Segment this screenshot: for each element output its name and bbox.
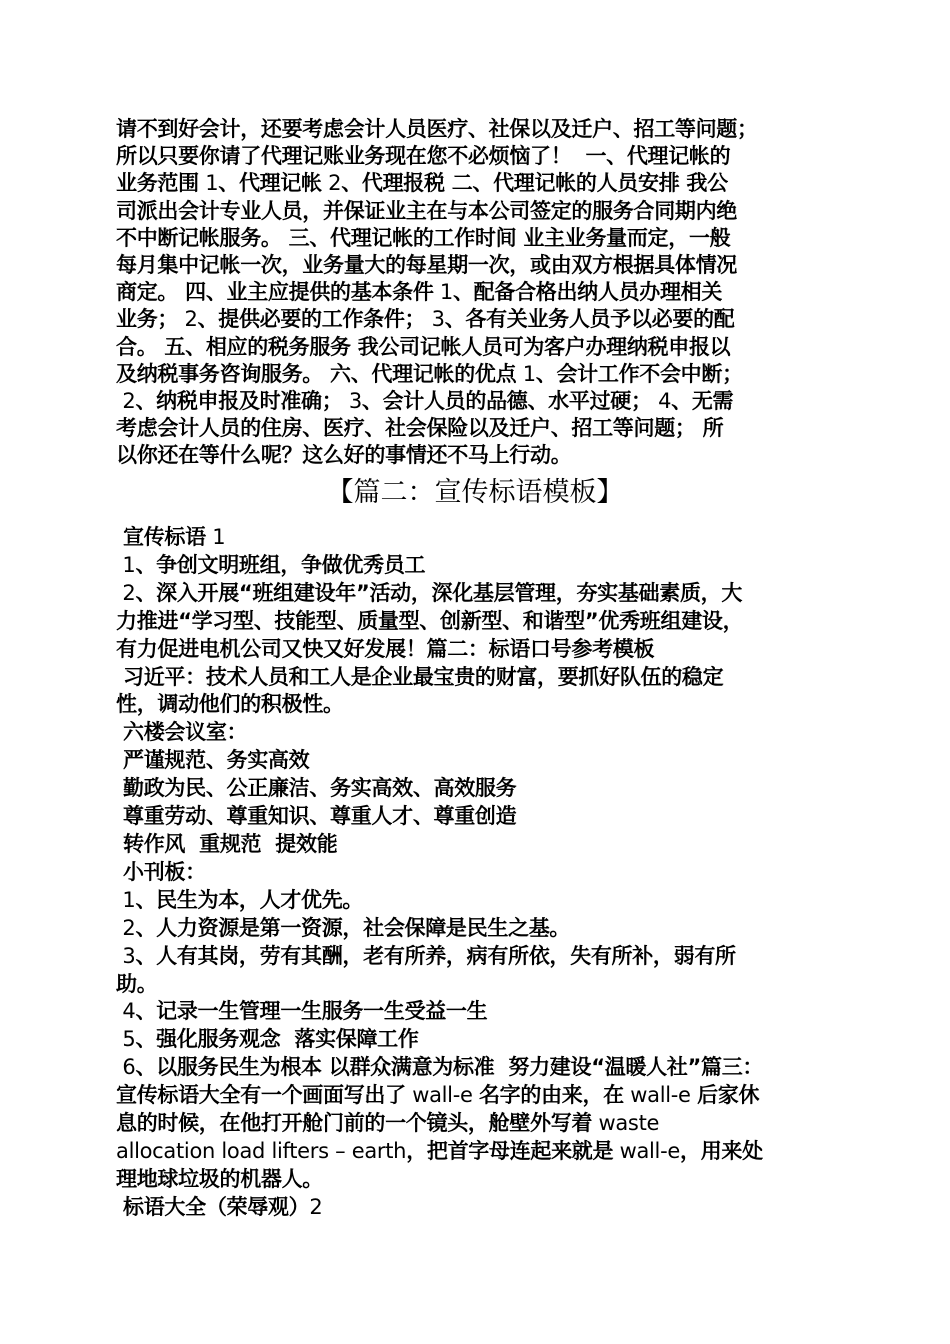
intro-line: 商定。 四、业主应提供的基本条件 1、配备合格出纳人员办理相关 <box>116 280 723 305</box>
text-line: 标语大全（荣辱观）2 <box>123 1194 323 1219</box>
intro-line: 合。 五、相应的税务服务 我公司记帐人员可为客户办理纳税申报以 <box>116 334 731 359</box>
intro-line: 不中断记帐服务。 三、代理记帐的工作时间 业主业务量而定，一般 <box>116 225 731 250</box>
text-line: 尊重劳动、尊重知识、尊重人才、尊重创造 <box>123 804 517 829</box>
text-line: 小刊板： <box>123 859 206 884</box>
text-line: 理地球垃圾的机器人。 <box>116 1166 323 1191</box>
text-line: 宣传标语 1 <box>123 525 226 549</box>
text-line: 习近平：技术人员和工人是企业最宝贵的财富，要抓好队伍的稳定 <box>123 664 724 689</box>
text-line: 转作风 重规范 提效能 <box>123 831 338 856</box>
intro-line: 以你还在等什么呢？这么好的事情还不马上行动。 <box>116 443 572 468</box>
text-line: 1、民生为本，人才优先。 <box>116 887 364 912</box>
text-line: 助。 <box>116 971 158 996</box>
intro-line: 2、纳税申报及时准确； 3、会计人员的品德、水平过硬； 4、无需 <box>116 389 734 414</box>
intro-line: 及纳税事务咨询服务。 六、代理记帐的优点 1、会计工作不会中断； <box>116 361 743 386</box>
text-line: 六楼会议室： <box>123 720 248 745</box>
intro-line: 所以只要你请了代理记账业务现在您不必烦恼了！ 一、代理记帐的 <box>116 144 731 169</box>
text-line: 2、深入开展“班组建设年”活动，深化基层管理，夯实基础素质，大 <box>116 580 743 605</box>
text-line: 5、强化服务观念 落实保障工作 <box>116 1027 419 1052</box>
text-line: 息的时候，在他打开舱门前的一个镜头，舱壁外写着 waste <box>116 1111 660 1136</box>
text-line: 有力促进电机公司又快又好发展！篇二：标语口号参考模板 <box>116 636 655 661</box>
text-line: allocation load lifters – earth，把首字母连起来就是 wall-e，用来处 <box>116 1138 763 1163</box>
text-line: 2、人力资源是第一资源，社会保障是民生之基。 <box>116 915 571 940</box>
intro-line: 考虑会计人员的住房、医疗、社会保险以及迁户、招工等问题； 所 <box>116 416 724 441</box>
text-line: 严谨规范、务实高效 <box>123 748 310 773</box>
text-line: 3、人有其岗，劳有其酬，老有所养，病有所依，失有所补，弱有所 <box>116 943 736 968</box>
intro-line: 业务范围 1、代理记帐 2、代理报税 二、代理记帐的人员安排 我公 <box>116 171 728 196</box>
section-heading: 【篇二：宣传标语模板】 <box>326 477 624 508</box>
text-line: 勤政为民、公正廉洁、务实高效、高效服务 <box>123 776 517 801</box>
slogan-list <box>116 524 836 1222</box>
intro-paragraph <box>116 116 836 470</box>
text-line: 力推进“学习型、技能型、质量型、创新型、和谐型”优秀班组建设， <box>116 608 744 633</box>
intro-line: 业务； 2、提供必要的工作条件； 3、各有关业务人员予以必要的配 <box>116 307 735 332</box>
intro-line: 请不到好会计，还要考虑会计人员医疗、社保以及迁户、招工等问题； <box>116 117 758 141</box>
text-line: 4、记录一生管理一生服务一生受益一生 <box>116 999 488 1024</box>
intro-line: 司派出会计专业人员，并保证业主在与本公司签定的服务合同期内绝 <box>116 198 737 223</box>
intro-line: 每月集中记帐一次，业务量大的每星期一次，或由双方根据具体情况 <box>116 253 737 278</box>
text-line: 性，调动他们的积极性。 <box>116 692 344 717</box>
text-line: 宣传标语大全有一个画面写出了 wall-e 名字的由来，在 wall-e 后家休 <box>116 1083 760 1108</box>
text-line: 6、以服务民生为根本 以群众满意为标准 努力建设“温暖人社”篇三： <box>116 1055 764 1080</box>
text-line: 1、争创文明班组，争做优秀员工 <box>116 552 426 577</box>
